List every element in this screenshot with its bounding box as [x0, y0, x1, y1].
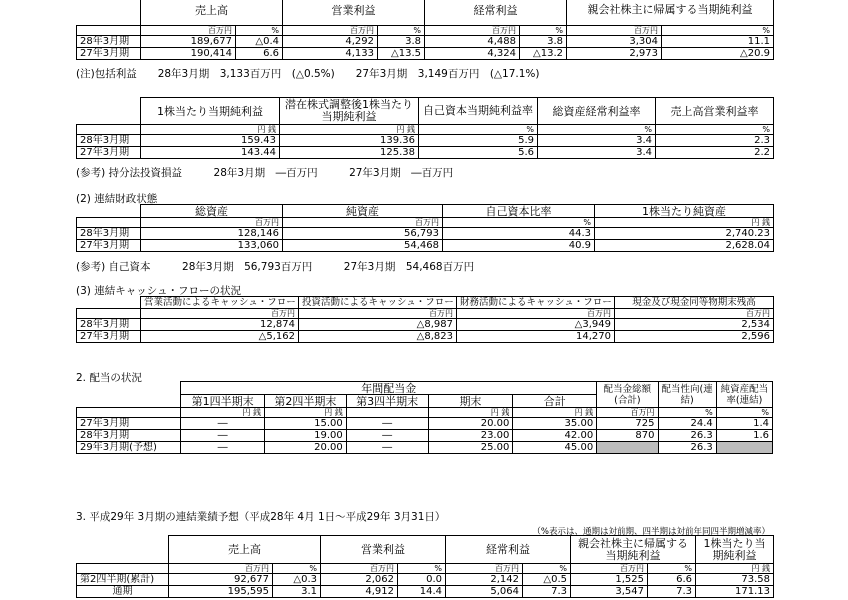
unit-label: 百万円 — [141, 26, 236, 36]
cell: 92,677 — [169, 574, 273, 586]
cell: 2,142 — [446, 574, 523, 586]
cell: 3,304 — [567, 36, 662, 48]
cell: 1.6 — [716, 430, 772, 442]
col-header: 親会社株主に帰属する当期純利益 — [571, 536, 696, 564]
cash-flow-table — [76, 296, 774, 343]
cell: 54,468 — [283, 240, 443, 252]
unit-label: 円 銭 — [428, 408, 513, 418]
col-header: 営業利益 — [283, 0, 425, 26]
forecast-table — [76, 535, 774, 598]
col-header: 投資活動によるキャッシュ・フロー — [299, 297, 457, 309]
cell: 2.3 — [656, 135, 774, 147]
unit-label: 百万円 — [321, 564, 398, 574]
col-header: 第1四半期末 — [181, 395, 265, 408]
cell: 2,740.23 — [595, 228, 774, 240]
col-header: 純資産 — [283, 205, 443, 218]
table-row — [77, 135, 774, 147]
cell: 25.00 — [428, 442, 513, 454]
unit-label: 百万円 — [169, 564, 273, 574]
cell: ― — [181, 418, 265, 430]
unit-label: % — [378, 26, 425, 36]
cell: △8,987 — [299, 319, 457, 331]
cell: ― — [346, 442, 428, 454]
cell: 5.9 — [419, 135, 538, 147]
row-label: 第2四半期(累計) — [77, 574, 169, 586]
col-header: 自己資本比率 — [443, 205, 595, 218]
unit-label: % — [273, 564, 321, 574]
cell: 23.00 — [428, 430, 513, 442]
col-header: 親会社株主に帰属する当期純利益 — [567, 0, 774, 26]
cell: 725 — [597, 418, 658, 430]
cell: 0.0 — [398, 574, 446, 586]
cell: △20.9 — [662, 48, 774, 60]
col-header: 営業活動によるキャッシュ・フロー — [141, 297, 299, 309]
table-row — [77, 430, 773, 442]
cell: ― — [346, 430, 428, 442]
cell: 20.00 — [265, 442, 347, 454]
cell: 5.6 — [419, 147, 538, 159]
cell: 14,270 — [457, 331, 615, 343]
col-header: 1株当たり当期純利益 — [141, 98, 280, 125]
dividends-table — [76, 381, 773, 454]
table-row — [77, 240, 774, 252]
row-label: 27年3月期 — [77, 331, 141, 343]
cell: 133,060 — [141, 240, 283, 252]
table-row — [77, 331, 774, 343]
col-header: 総資産 — [141, 205, 283, 218]
cell: 19.00 — [265, 430, 347, 442]
cell: △13.2 — [520, 48, 567, 60]
equity-capital-note: (参考) 自己資本 28年3月期 56,793百万円 27年3月期 54,468百万円 — [76, 261, 475, 273]
cell: 3.4 — [538, 147, 656, 159]
col-header: 潜在株式調整後1株当たり当期純利益 — [280, 98, 419, 125]
unit-label: 円 銭 — [280, 125, 419, 135]
section-title: 3. 平成29年 3月期の連結業績予想（平成28年 4月 1日～平成29年 3月31日） — [76, 511, 446, 523]
col-header: 1株当たり当期純利益 — [696, 536, 774, 564]
table-row — [77, 586, 774, 598]
col-header: 配当性向(連結) — [658, 382, 716, 408]
col-header: 財務活動によるキャッシュ・フロー — [457, 297, 615, 309]
cell: 4,488 — [425, 36, 520, 48]
cell: 3.8 — [520, 36, 567, 48]
unit-label: % — [419, 125, 538, 135]
col-header: 経常利益 — [425, 0, 567, 26]
unit-label: % — [236, 26, 283, 36]
cell: 125.38 — [280, 147, 419, 159]
equity-method-note: (参考) 持分法投資損益 28年3月期 ―百万円 27年3月期 ―百万円 — [76, 167, 454, 179]
col-header: 売上高 — [141, 0, 283, 26]
cell: △8,823 — [299, 331, 457, 343]
cell: 45.00 — [513, 442, 597, 454]
cell: 44.3 — [443, 228, 595, 240]
cell: 40.9 — [443, 240, 595, 252]
cell: 3.1 — [273, 586, 321, 598]
unit-label: 円 銭 — [595, 218, 774, 228]
unit-label: % — [662, 26, 774, 36]
unit-label: 百万円 — [571, 564, 648, 574]
cell: 26.3 — [658, 430, 716, 442]
unit-label: % — [520, 26, 567, 36]
cell: △0.4 — [236, 36, 283, 48]
col-header: 総資産経常利益率 — [538, 98, 656, 125]
section-title: (2) 連結財政状態 — [76, 193, 158, 205]
unit-label: 百万円 — [597, 408, 658, 418]
col-header: 売上高営業利益率 — [656, 98, 774, 125]
unit-label: % — [523, 564, 571, 574]
unit-label: 百万円 — [141, 309, 299, 319]
cell: 26.3 — [658, 442, 716, 454]
unit-label: 百万円 — [446, 564, 523, 574]
cell: △5,162 — [141, 331, 299, 343]
cell: 4,912 — [321, 586, 398, 598]
table-row — [77, 574, 774, 586]
unit-label: 円 銭 — [181, 408, 265, 418]
cell: ― — [181, 442, 265, 454]
col-header: 1株当たり純資産 — [595, 205, 774, 218]
cell: △3,949 — [457, 319, 615, 331]
col-header: 合計 — [513, 395, 597, 408]
col-header: 配当金総額(合計) — [597, 382, 658, 408]
row-label: 28年3月期 — [77, 430, 181, 442]
cell: 12,874 — [141, 319, 299, 331]
cell-shaded — [597, 442, 658, 454]
unit-label: % — [716, 408, 772, 418]
col-header: 第2四半期末 — [265, 395, 347, 408]
unit-label: % — [648, 564, 696, 574]
table-row — [77, 442, 773, 454]
cell: △0.3 — [273, 574, 321, 586]
cell: 6.6 — [236, 48, 283, 60]
per-share-ratios-table — [76, 97, 774, 159]
cell: 2,973 — [567, 48, 662, 60]
row-label: 29年3月期(予想) — [77, 442, 181, 454]
cell: △0.5 — [523, 574, 571, 586]
table-row — [77, 147, 774, 159]
unit-label: 円 銭 — [513, 408, 597, 418]
cell: 4,324 — [425, 48, 520, 60]
cell: 159.43 — [141, 135, 280, 147]
cell: 189,677 — [141, 36, 236, 48]
cell: 73.58 — [696, 574, 774, 586]
unit-label: % — [443, 218, 595, 228]
cell: 14.4 — [398, 586, 446, 598]
col-header: 経常利益 — [446, 536, 571, 564]
cell: 139.36 — [280, 135, 419, 147]
cell: 3.8 — [378, 36, 425, 48]
col-header: 売上高 — [169, 536, 321, 564]
group-header: 年間配当金 — [181, 382, 597, 395]
unit-label: % — [398, 564, 446, 574]
unit-label: % — [656, 125, 774, 135]
table-row — [77, 228, 774, 240]
cell: 171.13 — [696, 586, 774, 598]
cell-shaded — [716, 442, 772, 454]
unit-label: 百万円 — [283, 26, 378, 36]
row-label: 27年3月期 — [77, 240, 141, 252]
cell: 7.3 — [648, 586, 696, 598]
section-title: 2. 配当の状況 — [76, 372, 142, 384]
table-row — [77, 418, 773, 430]
col-header: 第3四半期末 — [346, 395, 428, 408]
cell: 15.00 — [265, 418, 347, 430]
cell: 4,292 — [283, 36, 378, 48]
cell: 2,628.04 — [595, 240, 774, 252]
col-header: 自己資本当期純利益率 — [419, 98, 538, 125]
cell: 2,062 — [321, 574, 398, 586]
cell: 4,133 — [283, 48, 378, 60]
cell: 24.4 — [658, 418, 716, 430]
unit-label: 百万円 — [283, 218, 443, 228]
cell: 6.6 — [648, 574, 696, 586]
row-label: 28年3月期 — [77, 135, 141, 147]
cell: 7.3 — [523, 586, 571, 598]
col-header: 期末 — [428, 395, 513, 408]
table-row — [77, 319, 774, 331]
unit-label — [346, 408, 428, 418]
unit-label: 円 銭 — [141, 125, 280, 135]
cell: △13.5 — [378, 48, 425, 60]
cell: 2.2 — [656, 147, 774, 159]
cell: 5,064 — [446, 586, 523, 598]
unit-label: % — [658, 408, 716, 418]
unit-label: 百万円 — [141, 218, 283, 228]
cell: 195,595 — [169, 586, 273, 598]
cell: 190,414 — [141, 48, 236, 60]
cell: 2,596 — [615, 331, 774, 343]
row-label: 27年3月期 — [77, 147, 141, 159]
unit-label: % — [538, 125, 656, 135]
row-label: 27年3月期 — [77, 48, 141, 60]
cell: 42.00 — [513, 430, 597, 442]
cell: ― — [346, 418, 428, 430]
cell: ― — [181, 430, 265, 442]
row-label: 28年3月期 — [77, 228, 141, 240]
section-title: (3) 連結キャッシュ・フローの状況 — [76, 285, 242, 297]
operating-results-table — [76, 0, 774, 60]
row-label: 28年3月期 — [77, 36, 141, 48]
unit-label: 百万円 — [457, 309, 615, 319]
cell: 128,146 — [141, 228, 283, 240]
col-header: 純資産配当率(連結) — [716, 382, 772, 408]
comprehensive-income-note: (注)包括利益 28年3月期 3,133百万円 (△0.5%) 27年3月期 3,149百万円 (△17.1%) — [76, 68, 540, 80]
cell: 20.00 — [428, 418, 513, 430]
cell: 56,793 — [283, 228, 443, 240]
table-row — [77, 48, 774, 60]
unit-label: 百万円 — [299, 309, 457, 319]
row-label: 27年3月期 — [77, 418, 181, 430]
row-label: 28年3月期 — [77, 319, 141, 331]
cell: 2,534 — [615, 319, 774, 331]
unit-label: 百万円 — [567, 26, 662, 36]
percent-note: （%表示は、通期は対前期、四半期は対前年同四半期増減率） — [532, 527, 770, 537]
cell: 1,525 — [571, 574, 648, 586]
row-label: 通期 — [77, 586, 169, 598]
unit-label: 百万円 — [425, 26, 520, 36]
cell: 35.00 — [513, 418, 597, 430]
unit-label: 百万円 — [615, 309, 774, 319]
unit-label: 円 銭 — [265, 408, 347, 418]
cell: 1.4 — [716, 418, 772, 430]
financial-position-table — [76, 204, 774, 252]
unit-label: 円 銭 — [696, 564, 774, 574]
cell: 3.4 — [538, 135, 656, 147]
col-header: 現金及び現金同等物期末残高 — [615, 297, 774, 309]
table-row — [77, 36, 774, 48]
cell: 3,547 — [571, 586, 648, 598]
cell: 143.44 — [141, 147, 280, 159]
cell: 870 — [597, 430, 658, 442]
cell: 11.1 — [662, 36, 774, 48]
col-header: 営業利益 — [321, 536, 446, 564]
